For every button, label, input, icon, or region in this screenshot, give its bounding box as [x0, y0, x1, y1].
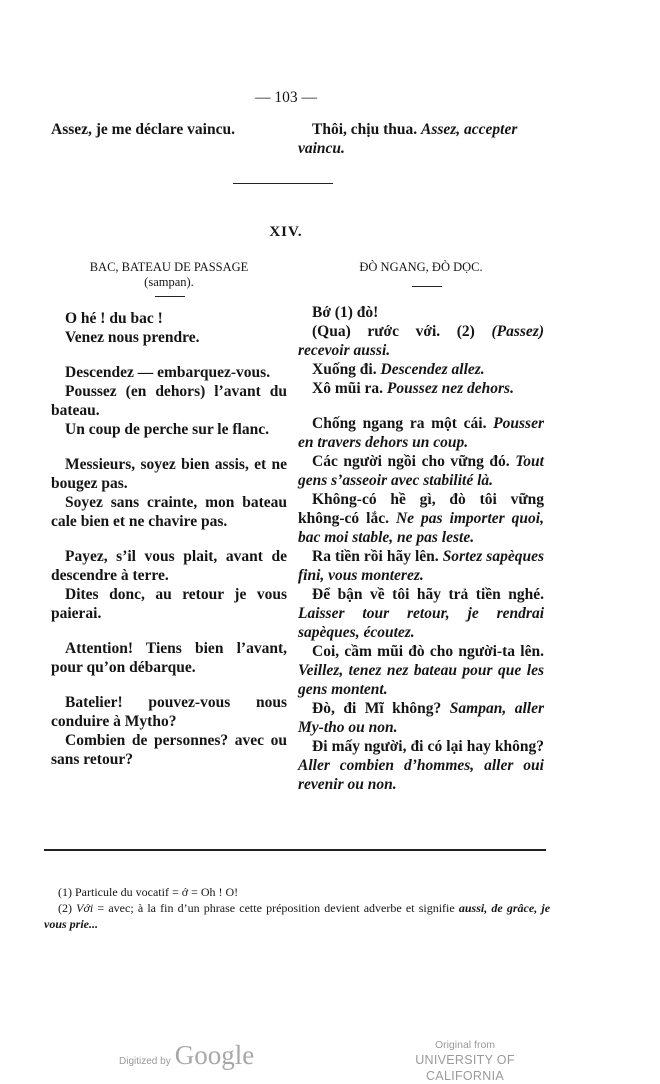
vn-line-9	[298, 585, 544, 642]
original-from-text: Original from	[434, 1039, 496, 1051]
vn-text-1: Bớ (1) đò!	[312, 304, 379, 321]
vn-line-3	[298, 360, 544, 379]
footnote-rule	[44, 849, 546, 851]
footnote-2-italic: aussi, de grâce, je vous prie...	[44, 901, 551, 931]
top-vn-gloss-1: Assez, accepter	[420, 121, 518, 138]
vn-text-6: Các người ngồi cho vững đó.	[312, 453, 510, 470]
vn-gloss-11: Sampan, aller My-tho ou non.	[298, 700, 544, 736]
vn-text-8: Ra tiền rồi hãy lên.	[312, 548, 439, 565]
section-divider	[233, 183, 333, 184]
vn-line-12	[298, 737, 544, 794]
vn-text-5: Chống ngang ra một cái.	[312, 415, 487, 432]
vn-line-6	[298, 452, 544, 490]
french-heading-subtitle: (sampan).	[144, 275, 194, 289]
vn-line-11	[298, 699, 544, 737]
french-column-heading	[51, 260, 287, 290]
fr-line-6: Messieurs, soyez bien assis, et ne bougez pas.	[51, 456, 287, 492]
vietnamese-heading-rule	[412, 286, 442, 287]
vn-text-10: Coi, cầm mũi đò cho người-ta lên.	[312, 643, 544, 660]
vn-line-8	[298, 547, 544, 585]
footnote-2-label: (2)	[58, 901, 72, 915]
footnote-1: (1) Particule du vocatif = ớ = Oh ! O!	[58, 885, 239, 899]
original-from-watermark	[380, 1039, 550, 1084]
top-vn-gloss-2: vaincu.	[298, 140, 345, 157]
digitized-by-text: Digitized by	[119, 1056, 171, 1067]
footnote-2-text: = avec; à la fin d’un phrase cette préposition devient adverbe et signifie	[97, 901, 455, 915]
vn-text-7: Không-có hề gì, đò tôi vững không-có lắc.	[298, 491, 544, 527]
fr-line-5: Un coup de perche sur le flanc.	[65, 421, 269, 438]
vn-line-4	[298, 379, 544, 398]
top-vietnamese-line	[298, 120, 544, 158]
french-heading-rule	[155, 296, 185, 297]
page-number: — 103 —	[255, 89, 317, 106]
french-heading-title: BAC, BATEAU DE PASSAGE	[89, 260, 249, 274]
vn-text-9: Để bận về tôi hãy trả tiền nghé.	[312, 586, 544, 603]
fr-line-7: Soyez sans crainte, mon bateau cale bien et ne chavire pas.	[51, 494, 287, 530]
top-french-line: Assez, je me déclare vaincu.	[51, 121, 235, 138]
footnotes	[44, 884, 550, 932]
vietnamese-column-heading: ĐÒ NGANG, ĐÒ DỌC.	[359, 260, 483, 274]
fr-line-1: O hé ! du bac !	[65, 310, 163, 327]
vn-line-7	[298, 490, 544, 547]
vn-line-10	[298, 642, 544, 699]
fr-line-3: Descendez — embarquez-vous.	[65, 364, 271, 381]
digitized-watermark	[119, 1040, 254, 1074]
section-number: XIV.	[269, 224, 303, 240]
vn-gloss-8: Sortez sapèques fini, vous monterez.	[298, 548, 545, 584]
fr-line-4: Poussez (en dehors) l’avant du bateau.	[51, 383, 287, 419]
google-logo: Google	[174, 1040, 255, 1070]
vn-gloss-12: Aller combien d’hommes, aller oui revenir ou non.	[298, 757, 544, 793]
vn-line-2	[298, 322, 544, 360]
fr-line-9: Dites donc, au retour je vous paierai.	[51, 586, 287, 622]
top-vn-text: Thôi, chịu thua.	[312, 121, 418, 138]
vn-gloss-10: Veillez, tenez nez bateau pour que les gens montent.	[298, 662, 544, 698]
fr-line-11: Batelier! pouvez-vous nous conduire à Mytho?	[51, 694, 287, 730]
vn-line-5	[298, 414, 544, 452]
footnote-2-word: Với	[76, 901, 94, 915]
fr-line-10: Attention! Tiens bien l’avant, pour qu’on débarque.	[51, 640, 287, 676]
vn-gloss-4: Poussez nez dehors.	[386, 380, 514, 397]
vn-gloss-6: Tout gens s’asseoir avec stabilité là.	[298, 453, 544, 489]
vn-text-4: Xô mũi ra.	[312, 380, 384, 397]
vn-text-2: (Qua) rước với. (2)	[312, 323, 475, 340]
vn-text-12: Đi mấy người, đi có lại hay không?	[312, 738, 544, 755]
vn-gloss-3: Descendez allez.	[380, 361, 485, 378]
university-text: UNIVERSITY OF CALIFORNIA	[415, 1053, 515, 1083]
vn-line-1	[298, 303, 544, 322]
fr-line-8: Payez, s’il vous plait, avant de descendre à terre.	[51, 548, 287, 584]
vn-gloss-7: Ne pas importer quoi, bac moi stable, ne pas leste.	[298, 510, 544, 546]
footnote-2	[44, 900, 550, 932]
vietnamese-column	[298, 303, 544, 794]
vn-gloss-5: Pousser en travers dehors un coup.	[298, 415, 544, 451]
fr-line-12: Combien de personnes? avec ou sans retour?	[51, 732, 287, 768]
vn-text-11: Đò, đi Mĩ không?	[312, 700, 442, 717]
vn-gloss-2: (Passez) recevoir aussi.	[298, 323, 544, 359]
vn-text-3: Xuống đi.	[312, 361, 377, 378]
french-column	[51, 309, 287, 769]
vn-gloss-9: Laisser tour retour, je rendrai sapèques, écoutez.	[298, 605, 544, 641]
fr-line-2: Venez nous prendre.	[65, 329, 200, 346]
